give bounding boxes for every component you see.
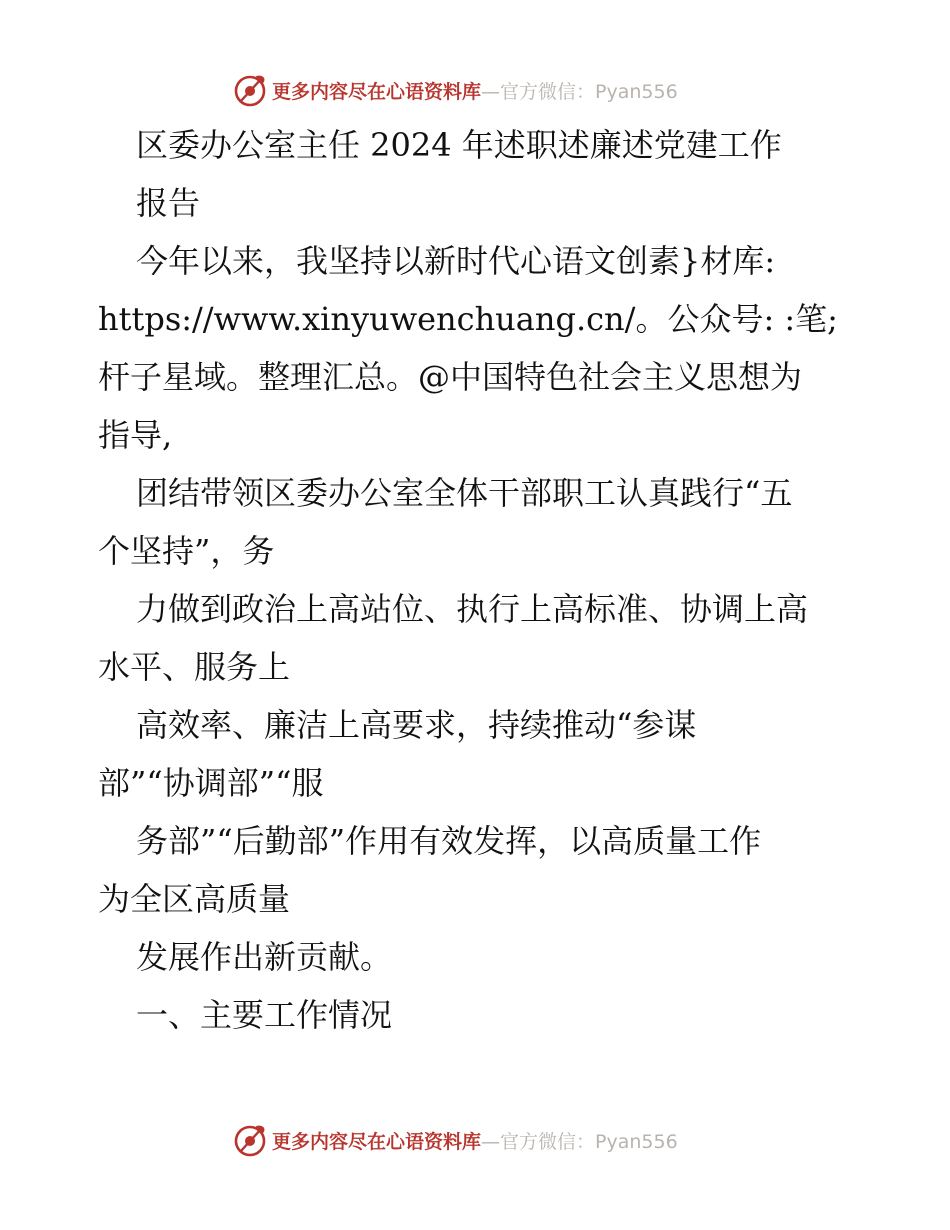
title-line-1: 区委办公室主任 2024 年述职述廉述党建工作 (136, 126, 782, 164)
watermark-red-text: 更多内容尽在心语资料库 (272, 1130, 482, 1153)
paragraph-line: 杆子星域。整理汇总。@中国特色社会主义思想为 (98, 358, 803, 396)
paragraph-line: 团结带领区委办公室全体干部职工认真践行“五 (136, 474, 793, 512)
paragraph-line: 高效率、廉洁上高要求，持续推动“参谋 (136, 706, 697, 744)
paragraph-line: 指导, (98, 416, 173, 454)
quill-seal-icon (232, 72, 268, 108)
paragraph-line: 务部”“后勤部”作用有效发挥，以高质量工作 (136, 822, 762, 860)
quill-seal-icon (232, 1122, 268, 1158)
paragraph-line: 力做到政治上高站位、执行上高标准、协调上高 (136, 590, 809, 628)
paragraph-line: 今年以来，我坚持以新时代心语文创素}材库: (136, 242, 776, 280)
paragraph-line: 部”“协调部”“服 (98, 764, 324, 802)
document-body (98, 116, 858, 1044)
section-heading: 一、主要工作情况 (136, 996, 393, 1034)
watermark-gray-text: —官方微信：Pyan556 (481, 80, 678, 103)
paragraph-line: 发展作出新贡献。 (136, 938, 393, 976)
paragraph-line: 为全区高质量 (98, 880, 291, 918)
title-line-2: 报告 (136, 184, 201, 222)
paragraph-line: 水平、服务上 (98, 648, 291, 686)
watermark-banner-top (232, 70, 678, 110)
watermark-red-text: 更多内容尽在心语资料库 (272, 80, 482, 103)
watermark-gray-text: —官方微信：Pyan556 (481, 1130, 678, 1153)
watermark-banner-bottom (232, 1120, 678, 1160)
paragraph-line: https://www.xinyuwenchuang.cn/。公众号: :笔; (98, 300, 838, 338)
paragraph-line: 个坚持”，务 (98, 532, 275, 570)
